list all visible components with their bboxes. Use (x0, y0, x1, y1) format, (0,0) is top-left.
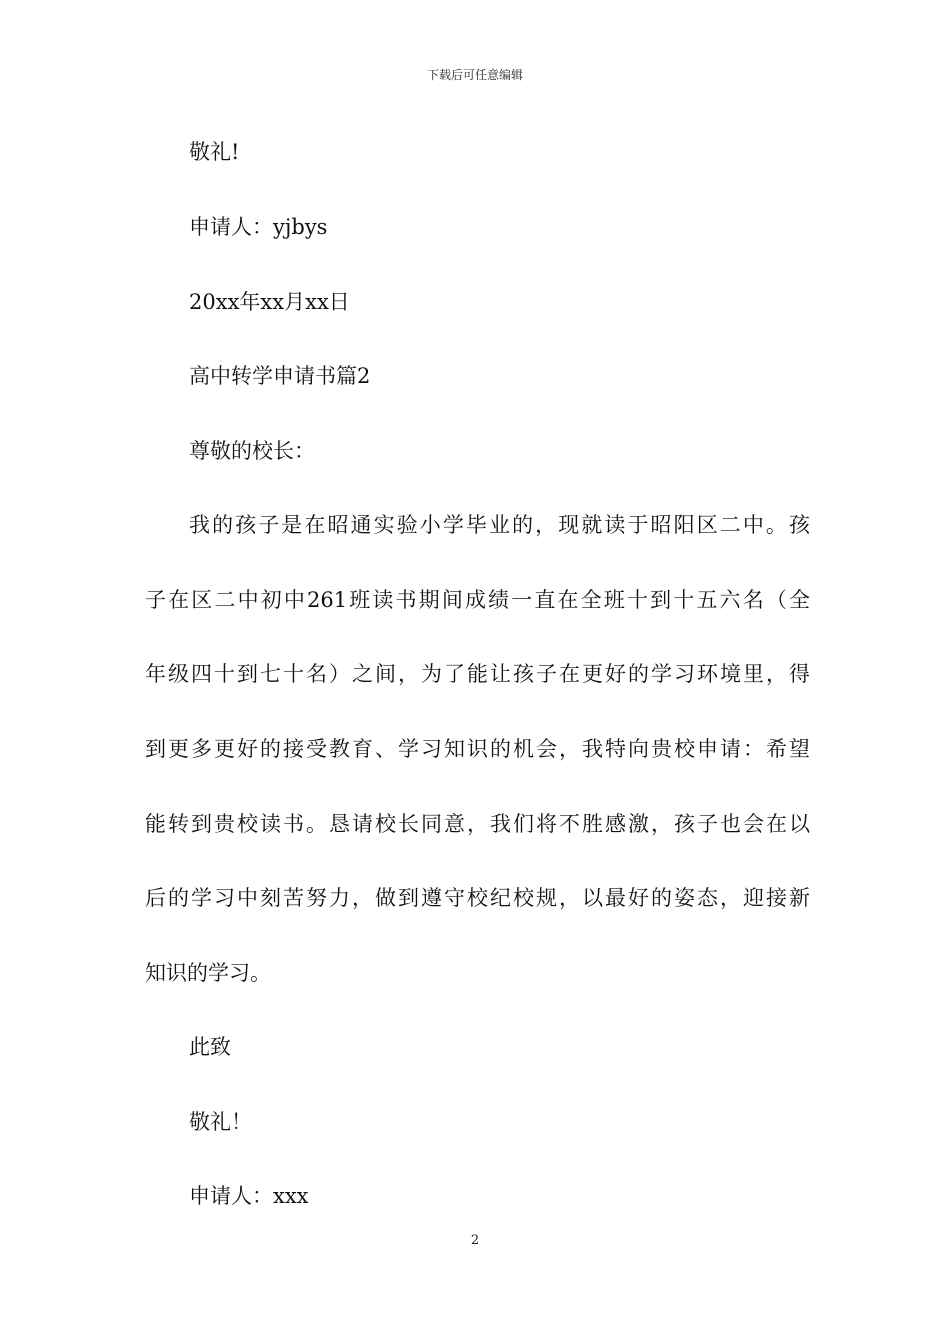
section-title: 高中转学申请书篇2 (189, 364, 371, 388)
page-header: 下载后可任意编辑 (426, 68, 523, 82)
body-line-4: 到更多更好的接受教育、学习知识的机会，我特向贵校申请：希望 (145, 737, 810, 761)
body-line-2: 子在区二中初中261班读书期间成绩一直在全班十到十五六名（全 (145, 588, 810, 612)
closing-salutation-2: 敬礼！ (189, 1110, 252, 1134)
greeting: 尊敬的校长： (189, 439, 315, 463)
body-line-7: 知识的学习。 (145, 961, 271, 985)
closing-phrase: 此致 (189, 1035, 231, 1059)
page-number: 2 (470, 1233, 480, 1248)
body-line-5: 能转到贵校读书。恳请校长同意，我们将不胜感激，孩子也会在以 (145, 812, 810, 836)
closing-salutation: 敬礼! (189, 140, 240, 164)
body-line-6: 后的学习中刻苦努力，做到遵守校纪校规，以最好的姿态，迎接新 (145, 886, 810, 910)
body-line-1: 我的孩子是在昭通实验小学毕业的，现就读于昭阳区二中。孩 (189, 513, 810, 537)
date-line: 20xx年xx月xx日 (189, 290, 350, 314)
applicant-signature: 申请人：yjbys (189, 215, 328, 239)
body-line-3: 年级四十到七十名）之间，为了能让孩子在更好的学习环境里，得 (145, 662, 810, 686)
applicant-signature-2: 申请人：xxx (189, 1184, 309, 1208)
